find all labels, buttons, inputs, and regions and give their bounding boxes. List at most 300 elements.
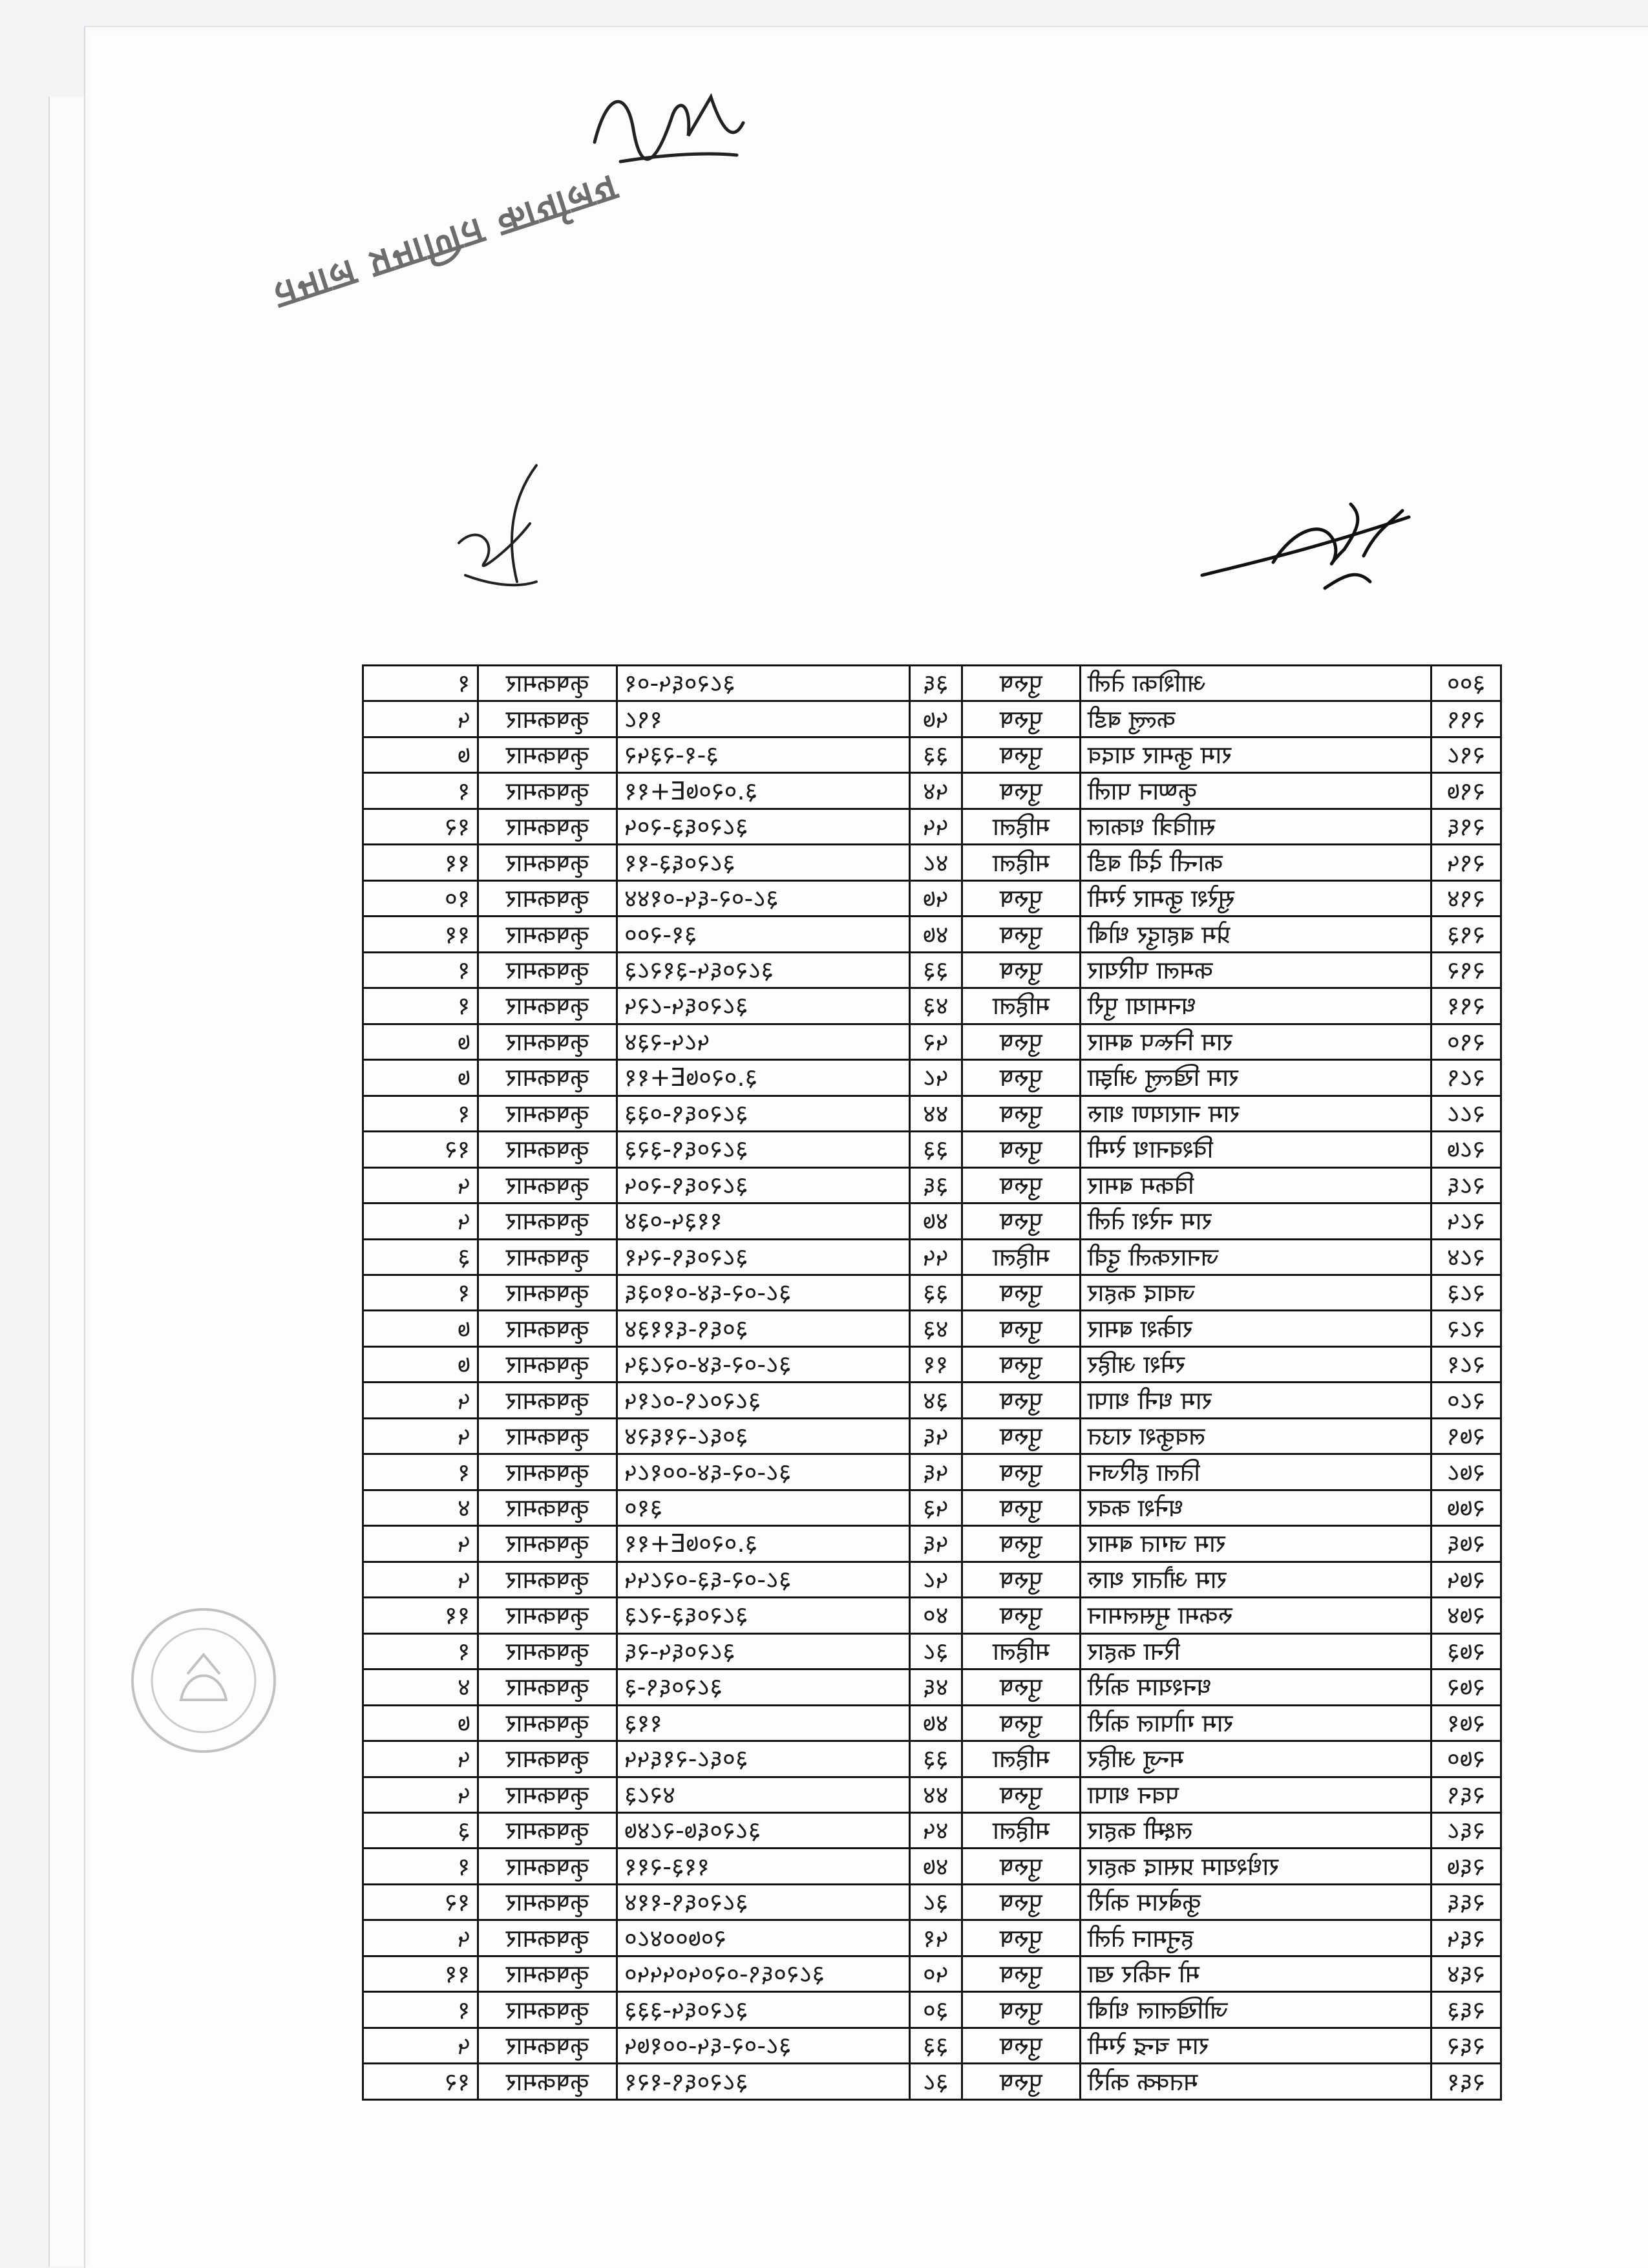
name-cell-text: राम गोपाल कोरी [1088, 1708, 1234, 1737]
id-number-cell-text: ३१० [624, 1494, 663, 1523]
amount-cell-text: १२ [445, 1888, 470, 1917]
category-cell [478, 1203, 617, 1239]
category-cell-text: कृषकमार [505, 1529, 589, 1558]
table-row [363, 1346, 1501, 1382]
amount-cell-text: ५ [458, 1386, 470, 1415]
age-cell [910, 1490, 962, 1525]
amount-cell [363, 1096, 478, 1131]
amount-cell [363, 1526, 478, 1562]
age-cell [910, 1383, 962, 1418]
gender-cell-text: पुरुष [999, 1027, 1043, 1056]
name-cell [1081, 1346, 1431, 1382]
serial-number-cell [1431, 1884, 1501, 1920]
id-number-cell [617, 1418, 910, 1454]
age-cell [910, 1741, 962, 1777]
gender-cell-text: पुरुष [999, 1601, 1043, 1630]
amount-cell [363, 1311, 478, 1346]
gender-cell [962, 1311, 1081, 1346]
amount-cell-text: १२ [445, 2067, 470, 2096]
gender-cell-text: पुरुष [999, 1708, 1043, 1737]
name-cell [1081, 1741, 1431, 1777]
category-cell [478, 737, 617, 772]
age-cell-text: ४३ [923, 991, 949, 1021]
id-number-cell-text: ३८२०६९-३ [624, 1673, 723, 1702]
category-cell [478, 1239, 617, 1275]
age-cell-text: ४७ [923, 1852, 949, 1881]
age-cell-text: ४८ [923, 848, 949, 877]
name-cell [1081, 1418, 1431, 1454]
serial-number-cell [1431, 917, 1501, 952]
gender-cell [962, 917, 1081, 952]
table-row [363, 1203, 1501, 1239]
id-number-cell [617, 988, 910, 1024]
age-cell-text: ४४ [923, 1099, 949, 1128]
age-cell-text: ३६ [923, 1171, 949, 1200]
amount-cell [363, 1490, 478, 1525]
age-cell-text: ५५ [923, 812, 949, 842]
name-cell [1081, 1239, 1431, 1275]
table-row [363, 1024, 1501, 1059]
signature-right [1196, 491, 1415, 601]
category-cell-text: कृषकमार [505, 884, 589, 913]
amount-cell-text: ७ [458, 1708, 470, 1737]
name-cell-text: मो नकीर खा [1088, 1960, 1200, 1989]
gender-cell-text: पुरुष [999, 955, 1043, 984]
serial-number-cell-text: २६२ [1446, 2031, 1486, 2061]
gender-cell [962, 1346, 1081, 1382]
category-cell-text: कृषकमार [505, 1386, 589, 1415]
table-row [363, 952, 1501, 988]
amount-cell-text: ५ [458, 2031, 470, 2061]
age-cell [910, 1884, 962, 1920]
category-cell-text: कृषकमार [505, 955, 589, 984]
serial-number-cell [1431, 1024, 1501, 1059]
gender-cell [962, 1777, 1081, 1812]
serial-number-cell [1431, 1203, 1501, 1239]
serial-number-cell-text: २८७ [1446, 1135, 1486, 1164]
serial-number-cell [1431, 773, 1501, 809]
serial-number-cell [1431, 1920, 1501, 1956]
gender-cell [962, 1060, 1081, 1096]
serial-number-cell [1431, 666, 1501, 701]
serial-number-cell-text: २९४ [1446, 884, 1486, 913]
category-cell [478, 1920, 617, 1956]
category-cell-text: कृषकमार [505, 741, 589, 770]
serial-number-cell [1431, 1418, 1501, 1454]
amount-cell-text: १ [458, 1637, 470, 1666]
office-seal [126, 1596, 281, 1765]
amount-cell-text: ५ [458, 1171, 470, 1200]
gender-cell [962, 666, 1081, 701]
id-number-cell-text: ३८२०६९-०२०५०५५५० [624, 1960, 825, 1989]
name-cell-text: मन्जु अहिर [1088, 1744, 1184, 1774]
gender-cell [962, 952, 1081, 988]
id-number-cell [617, 1060, 910, 1096]
name-cell-text: धनेश कवर [1088, 1494, 1184, 1523]
amount-cell-text: १ [458, 1457, 470, 1487]
amount-cell-text: ७ [458, 1063, 470, 1092]
id-number-cell-text: १९८ [624, 705, 663, 734]
category-cell [478, 917, 617, 952]
id-number-cell [617, 1490, 910, 1525]
gender-cell-text: महिला [992, 1242, 1050, 1271]
serial-number-cell-text: २९९ [1446, 705, 1486, 734]
name-cell [1081, 1024, 1431, 1059]
gender-cell-text: पुरुष [999, 1673, 1043, 1702]
age-cell-text: ४० [923, 1601, 949, 1630]
amount-cell-text: ५ [458, 1207, 470, 1236]
serial-number-cell-text: २७४ [1446, 1601, 1486, 1630]
age-cell [910, 1562, 962, 1597]
age-cell-text: ४६ [923, 1673, 949, 1702]
category-cell-text: कृषकमार [505, 1171, 589, 1200]
serial-number-cell [1431, 1311, 1501, 1346]
gender-cell-text: पुरुष [999, 1350, 1043, 1379]
serial-number-cell [1431, 737, 1501, 772]
gender-cell [962, 1275, 1081, 1310]
table-row [363, 1956, 1501, 1991]
id-number-cell [617, 1526, 910, 1562]
name-cell [1081, 1311, 1431, 1346]
name-cell [1081, 1992, 1431, 2028]
gender-cell-text: पुरुष [999, 1888, 1043, 1917]
gender-cell [962, 1454, 1081, 1490]
age-cell [910, 1813, 962, 1849]
name-cell [1081, 988, 1431, 1024]
amount-cell [363, 1167, 478, 1203]
gender-cell [962, 1633, 1081, 1669]
name-cell-text: राधेश्याम प्रसाद कहार [1088, 1852, 1279, 1881]
name-cell [1081, 1705, 1431, 1741]
name-cell-text: धनश्याम कोरी [1088, 1673, 1212, 1702]
amount-cell [363, 845, 478, 880]
serial-number-cell-text: २८४ [1446, 1242, 1486, 1271]
age-cell-text: ४४ [923, 1780, 949, 1809]
category-cell [478, 1884, 617, 1920]
age-cell [910, 1060, 962, 1096]
age-cell [910, 2028, 962, 2063]
gender-cell [962, 1920, 1081, 1956]
name-cell [1081, 701, 1431, 737]
name-cell-text: सावित्री धकाल [1088, 812, 1216, 842]
id-number-cell [617, 1311, 910, 1346]
gender-cell [962, 1167, 1081, 1203]
name-cell [1081, 1920, 1431, 1956]
serial-number-cell [1431, 1992, 1501, 2028]
id-number-cell [617, 1849, 910, 1884]
serial-number-cell-text: २९२ [1446, 955, 1486, 984]
amount-cell [363, 1741, 478, 1777]
age-cell-text: ४७ [923, 1207, 949, 1236]
id-number-cell-text: ३८-०२-६३-०२८५५ [624, 1565, 792, 1594]
amount-cell [363, 1920, 478, 1956]
category-cell [478, 1562, 617, 1597]
id-number-cell-text: ३८२०८९-०८१५ [624, 1386, 761, 1415]
name-cell [1081, 1454, 1431, 1490]
name-cell-text: राम धनी थापा [1088, 1386, 1212, 1415]
id-number-cell [617, 1741, 910, 1777]
name-cell-text: कान्ती देवी बडी [1088, 848, 1223, 877]
name-cell [1081, 2028, 1431, 2063]
amount-cell-text: ३ [458, 1816, 470, 1845]
age-cell-text: ५० [923, 1960, 949, 1989]
table-row [363, 2028, 1501, 2063]
category-cell-text: कृषकमार [505, 669, 589, 698]
id-number-cell-text: ३०६८-२१६२४ [624, 1422, 748, 1451]
category-cell [478, 1132, 617, 1167]
name-cell-text: प्रेम बहादुर धोबी [1088, 920, 1231, 949]
serial-number-cell [1431, 1813, 1501, 1849]
gender-cell-text: पुरुष [999, 1063, 1043, 1092]
serial-number-cell-text: २८१ [1446, 1350, 1486, 1379]
serial-number-cell-text: २६९ [1446, 1780, 1486, 1809]
serial-number-cell-text: २९३ [1446, 920, 1486, 949]
gender-cell [962, 701, 1081, 737]
id-number-cell-text: ३८-०२-६४-०१०३६ [624, 1278, 792, 1308]
table-row [363, 1096, 1501, 1131]
category-cell [478, 1705, 617, 1741]
serial-number-cell [1431, 845, 1501, 880]
id-number-cell [617, 1454, 910, 1490]
serial-number-cell [1431, 809, 1501, 844]
amount-cell [363, 880, 478, 916]
serial-number-cell-text: २६४ [1446, 1960, 1486, 1989]
serial-number-cell [1431, 1956, 1501, 1991]
id-number-cell-text: ३८२०६९-०३३ [624, 1099, 748, 1128]
id-number-cell [617, 845, 910, 880]
name-cell [1081, 1777, 1431, 1812]
serial-number-cell [1431, 1383, 1501, 1418]
serial-number-cell [1431, 1741, 1501, 1777]
table-row [363, 1132, 1501, 1167]
id-number-cell-text: ३८२०६९-११४ [624, 1888, 748, 1917]
name-cell-text: राम औतार थारु [1088, 1565, 1227, 1594]
gender-cell-text: पुरुष [999, 884, 1043, 913]
category-cell-text: कृषकमार [505, 1099, 589, 1128]
amount-cell [363, 1383, 478, 1418]
amount-cell-text: १ [458, 669, 470, 698]
serial-number-cell [1431, 1454, 1501, 1490]
gender-cell [962, 1705, 1081, 1741]
table-row [363, 1562, 1501, 1597]
id-number-cell-text: ३८२०६५-३१२८३ [624, 955, 774, 984]
age-cell [910, 1992, 962, 2028]
gender-cell-text: पुरुष [999, 1494, 1043, 1523]
id-number-cell [617, 1562, 910, 1597]
category-cell [478, 1777, 617, 1812]
serial-number-cell [1431, 1633, 1501, 1669]
name-cell [1081, 1633, 1431, 1669]
id-number-cell-text: ३.०२०७E+११ [624, 776, 758, 805]
table-row [363, 1777, 1501, 1812]
category-cell-text: कृषकमार [505, 1673, 589, 1702]
category-cell-text: कृषकमार [505, 1924, 589, 1953]
amount-cell-text: ७ [458, 1350, 470, 1379]
amount-cell [363, 1705, 478, 1741]
id-number-cell-text: ३८-०२-६५-०१४४ [624, 884, 779, 913]
amount-cell-text: ५ [458, 1529, 470, 1558]
category-cell-text: कृषकमार [505, 1816, 589, 1845]
name-cell [1081, 1884, 1431, 1920]
age-cell-text: ५६ [923, 1529, 949, 1558]
gender-cell [962, 1239, 1081, 1275]
serial-number-cell-text: २८० [1446, 1386, 1486, 1415]
amount-cell [363, 1598, 478, 1633]
name-cell-text: लवकुश राउत [1088, 1422, 1205, 1451]
serial-number-cell [1431, 1669, 1501, 1705]
serial-number-cell-text: २७१ [1446, 1708, 1486, 1737]
age-cell [910, 1526, 962, 1562]
serial-number-cell [1431, 2064, 1501, 2100]
category-cell [478, 1956, 617, 1991]
gender-cell-text: पुरुष [999, 776, 1043, 805]
amount-cell [363, 1060, 478, 1096]
table-row [363, 809, 1501, 844]
amount-cell-text: ७ [458, 741, 470, 770]
amount-cell-text: ५ [458, 1422, 470, 1451]
name-cell-text: विकम बमार [1088, 1171, 1194, 1200]
table-row [363, 1884, 1501, 1920]
amount-cell [363, 773, 478, 809]
serial-number-cell [1431, 1275, 1501, 1310]
serial-number-cell-text: ३०० [1446, 669, 1486, 698]
category-cell-text: कृषकमार [505, 1601, 589, 1630]
amount-cell [363, 1562, 478, 1597]
id-number-cell [617, 1777, 910, 1812]
gender-cell [962, 1849, 1081, 1884]
table-row [363, 2064, 1501, 2100]
amount-cell [363, 1956, 478, 1991]
category-cell [478, 1167, 617, 1203]
category-cell [478, 988, 617, 1024]
amount-cell [363, 917, 478, 952]
table-row [363, 845, 1501, 880]
category-cell [478, 2064, 617, 2100]
serial-number-cell-text: २७३ [1446, 1637, 1486, 1666]
age-cell [910, 1849, 962, 1884]
category-cell [478, 1992, 617, 2028]
gender-cell-text: महिला [992, 1816, 1050, 1845]
serial-number-cell-text: २७५ [1446, 1565, 1486, 1594]
age-cell [910, 773, 962, 809]
name-cell-text: राम नरेश तेली [1088, 1207, 1212, 1236]
category-cell-text: कृषकमार [505, 1995, 589, 2024]
table-row [363, 1920, 1501, 1956]
name-cell-text: राम निरूप बमार [1088, 1027, 1233, 1056]
table-row [363, 1669, 1501, 1705]
id-number-cell [617, 1992, 910, 2028]
age-cell [910, 1956, 962, 1991]
category-cell-text: कृषकमार [505, 2031, 589, 2061]
gender-cell [962, 880, 1081, 916]
name-cell [1081, 1490, 1431, 1525]
category-cell-text: कृषकमार [505, 1135, 589, 1164]
serial-number-cell-text: २९५ [1446, 848, 1486, 877]
amount-cell [363, 1132, 478, 1167]
amount-cell-text: ११ [445, 848, 470, 877]
name-cell [1081, 1526, 1431, 1562]
age-cell-text: ४७ [923, 1708, 949, 1737]
age-cell [910, 1167, 962, 1203]
id-number-cell [617, 809, 910, 844]
age-cell [910, 701, 962, 737]
id-number-cell-text: ३०६८-२१६५५ [624, 1744, 748, 1774]
amount-cell-text: ७ [458, 1314, 470, 1343]
id-number-cell [617, 1598, 910, 1633]
age-cell-text: ११ [923, 1350, 949, 1379]
age-cell [910, 1203, 962, 1239]
gender-cell-text: पुरुष [999, 1135, 1043, 1164]
category-cell-text: कृषकमार [505, 705, 589, 734]
signature-middle [439, 452, 556, 601]
age-cell [910, 1418, 962, 1454]
gender-cell-text: पुरुष [999, 1529, 1043, 1558]
category-cell [478, 1526, 617, 1562]
name-cell-text: लक्ष्मी कहार [1088, 1816, 1193, 1845]
category-cell-text: कृषकमार [505, 1457, 589, 1487]
category-cell [478, 1383, 617, 1418]
age-cell [910, 917, 962, 952]
name-cell [1081, 1956, 1431, 1991]
amount-cell-text: १ [458, 1099, 470, 1128]
age-cell [910, 1705, 962, 1741]
gender-cell-text: महिला [992, 812, 1050, 842]
serial-number-cell-text: २६८ [1446, 1816, 1486, 1845]
age-cell-text: ५३ [923, 1494, 949, 1523]
amount-cell [363, 1454, 478, 1490]
name-cell [1081, 1096, 1431, 1131]
serial-number-cell [1431, 2028, 1501, 2063]
gender-cell [962, 1383, 1081, 1418]
id-number-cell [617, 1383, 910, 1418]
serial-number-cell [1431, 1167, 1501, 1203]
category-cell-text: कृषकमार [505, 1744, 589, 1774]
category-cell-text: कृषकमार [505, 1888, 589, 1917]
name-cell [1081, 809, 1431, 844]
id-number-cell [617, 1956, 910, 1991]
id-number-cell [617, 952, 910, 988]
age-cell [910, 1239, 962, 1275]
category-cell-text: कृषकमार [505, 1027, 589, 1056]
gender-cell-text: महिला [992, 1744, 1050, 1774]
amount-cell [363, 1203, 478, 1239]
serial-number-cell [1431, 952, 1501, 988]
serial-number-cell-text: २७८ [1446, 1457, 1486, 1487]
name-cell-text: कुबेराम कोरी [1088, 1888, 1201, 1917]
amount-cell [363, 1275, 478, 1310]
serial-number-cell-text: २९० [1446, 1027, 1486, 1056]
name-cell-text: रिना कहार [1088, 1637, 1181, 1666]
gender-cell-text: पुरुष [999, 1422, 1043, 1451]
category-cell [478, 809, 617, 844]
category-cell [478, 1096, 617, 1131]
amount-cell-text: १ [458, 1995, 470, 2024]
age-cell [910, 952, 962, 988]
category-cell [478, 2028, 617, 2063]
category-cell-text: कृषकमार [505, 991, 589, 1021]
serial-number-cell [1431, 1598, 1501, 1633]
age-cell-text: ५१ [923, 1924, 949, 1953]
id-number-cell [617, 701, 910, 737]
gender-cell-text: पुरुष [999, 1207, 1043, 1236]
id-number-cell-text: ३०६९-६११३४ [624, 1314, 748, 1343]
age-cell [910, 1311, 962, 1346]
amount-cell [363, 2028, 478, 2063]
name-cell-text: सुरेश कुमार रेग्मी [1088, 884, 1235, 913]
table-row [363, 773, 1501, 809]
id-number-cell [617, 1633, 910, 1669]
gender-cell-text: पुरुष [999, 2031, 1043, 2061]
